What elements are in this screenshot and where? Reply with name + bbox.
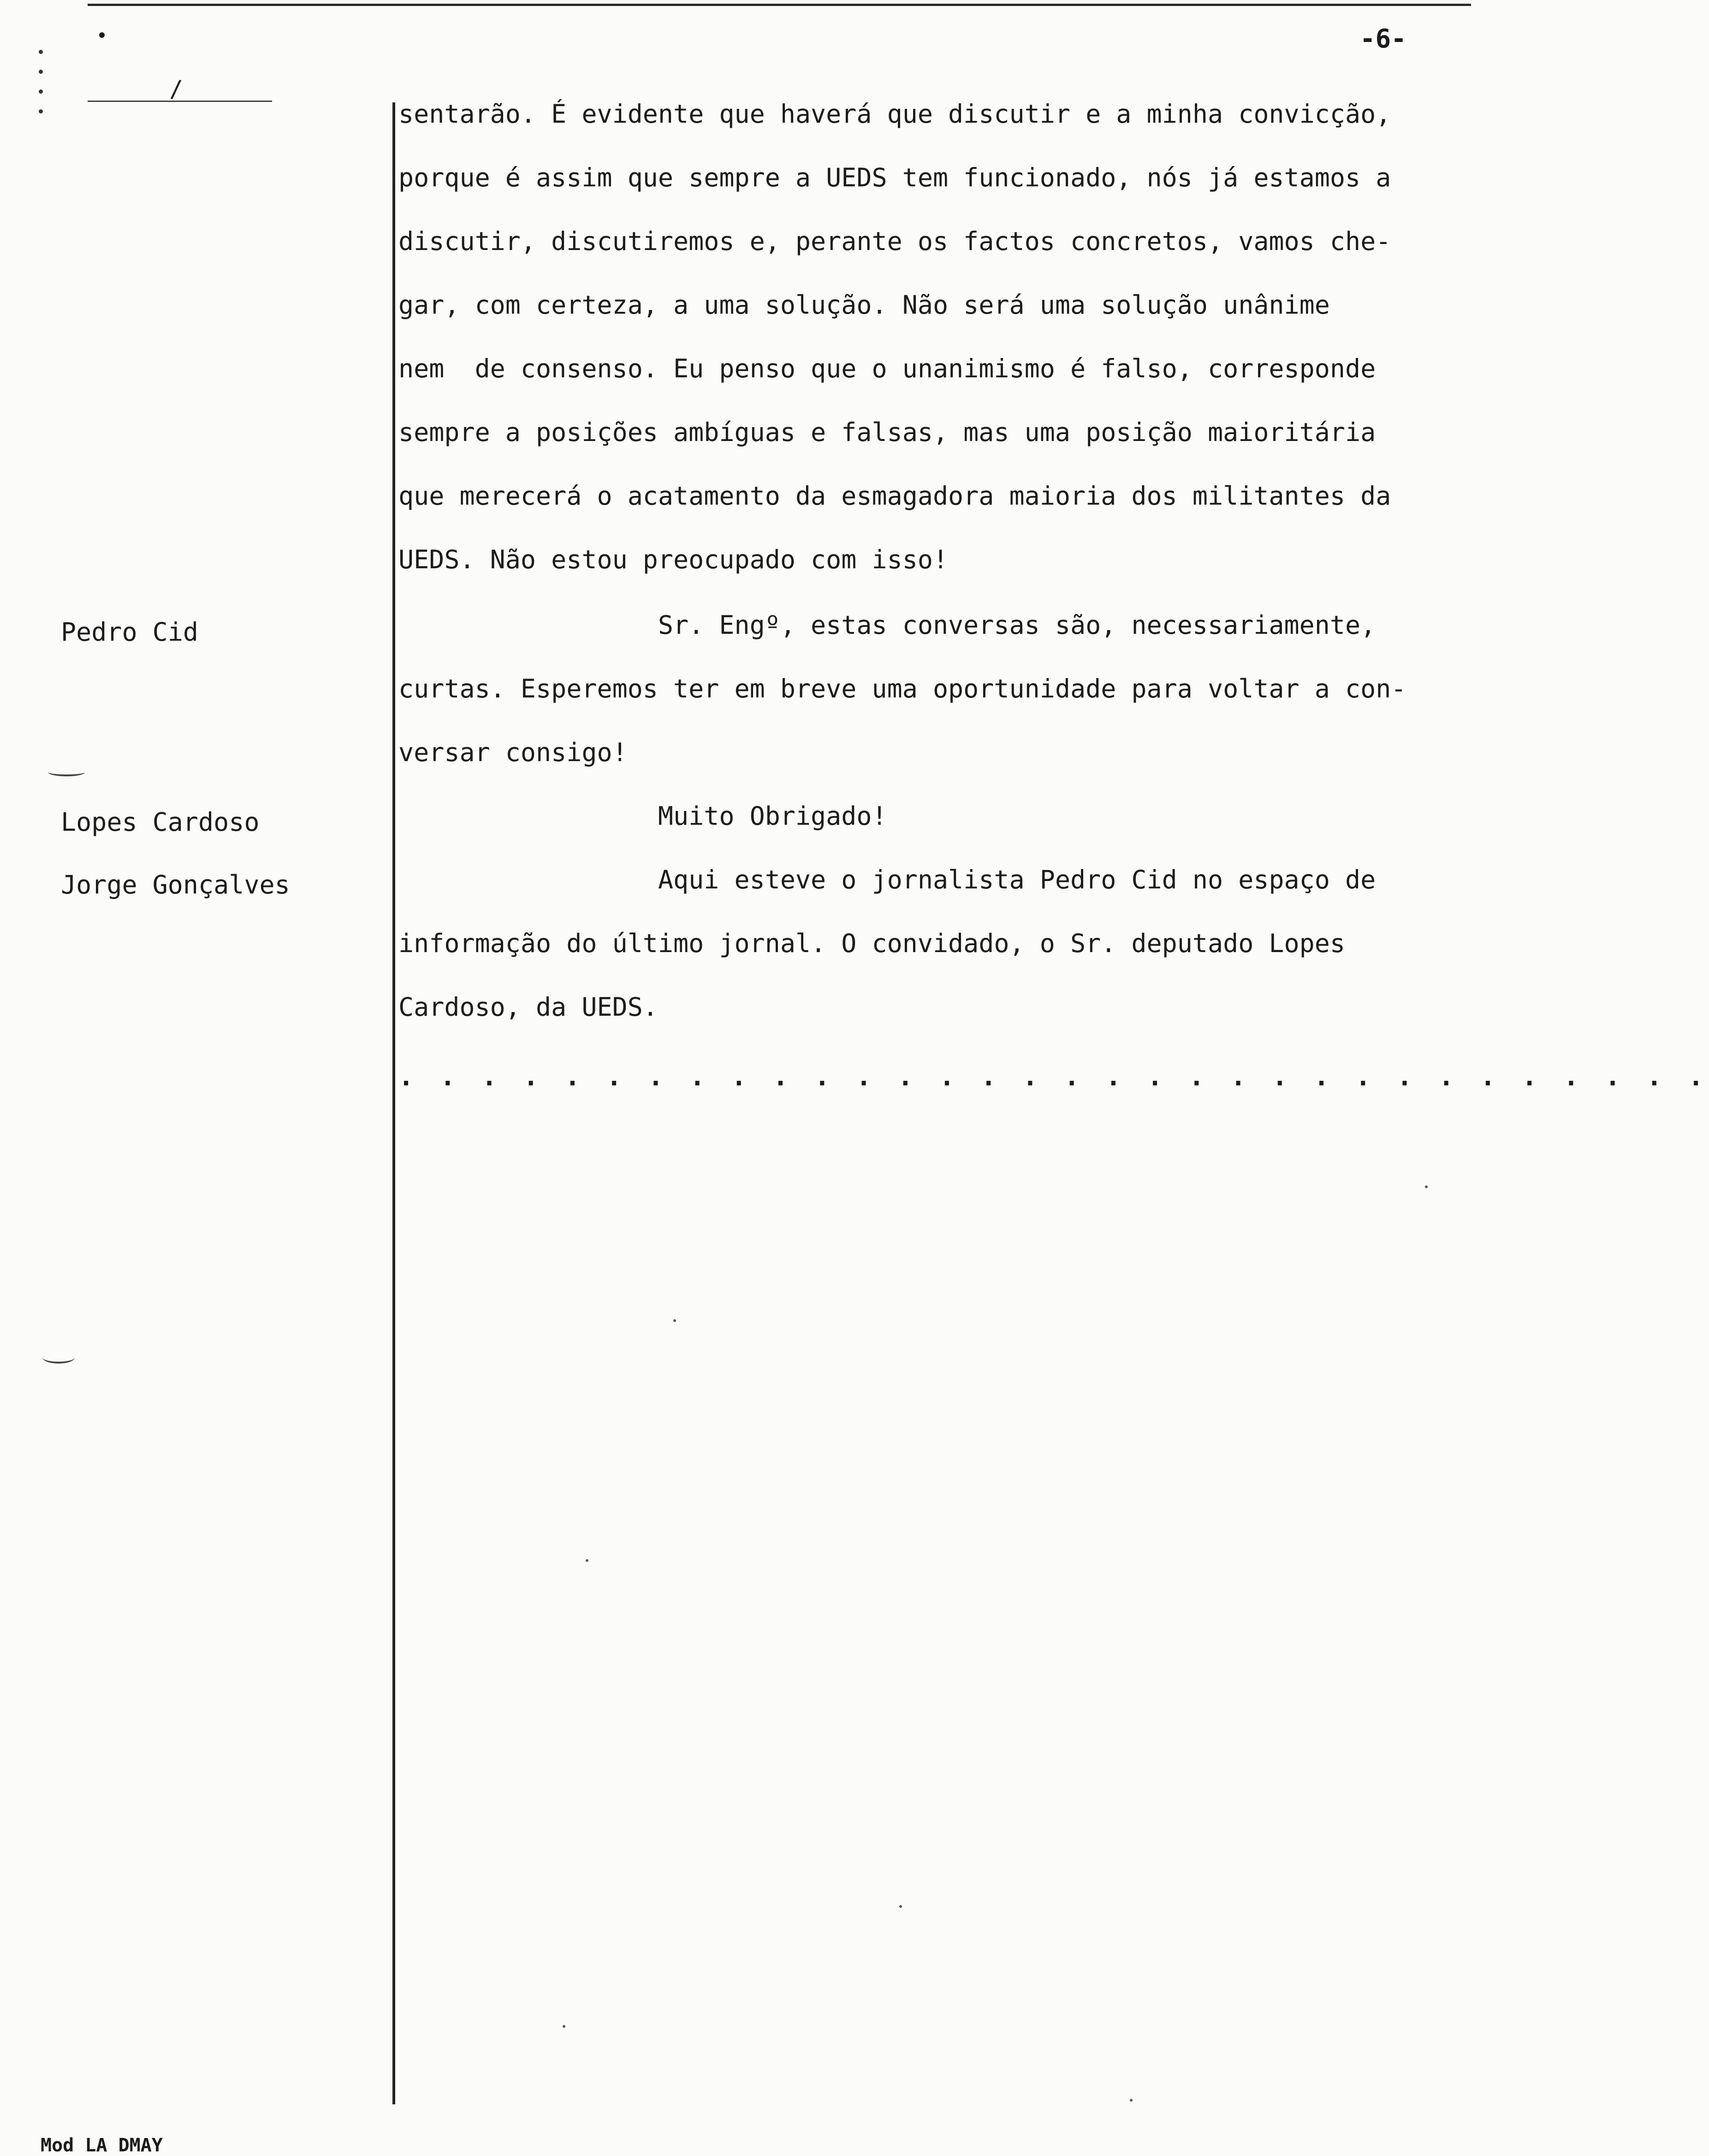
form-code: Mod LA DMAY	[41, 2135, 163, 2156]
body-line: Cardoso, da UEDS.	[398, 992, 658, 1022]
body-line: informação do último jornal. O convidado, o Sr. deputado Lopes	[398, 929, 1345, 958]
paper-speck	[673, 1319, 676, 1322]
margin-hole-marks	[39, 50, 48, 129]
paper-speck	[899, 1905, 902, 1908]
paper-speck	[586, 1559, 588, 1562]
paper-speck	[1425, 1185, 1428, 1188]
body-line: UEDS. Não estou preocupado com isso!	[398, 545, 949, 574]
paper-speck	[1130, 2099, 1133, 2102]
speaker-label-jorge-goncalves: Jorge Gonçalves	[61, 870, 290, 899]
body-line: nem de consenso. Eu penso que o unanimismo é falso, corresponde	[398, 354, 1376, 383]
body-line: que merecerá o acatamento da esmagadora maioria dos militantes da	[398, 481, 1391, 511]
form-field-slash: /	[169, 76, 184, 102]
body-line: Muito Obrigado!	[398, 801, 887, 831]
hole-mark	[39, 109, 43, 113]
page-number: -6-	[1359, 24, 1406, 54]
body-line: versar consigo!	[398, 738, 628, 767]
end-separator: . . . . . . . . . . . . . . . . . . . . . . . . . . . . . . . .	[398, 1062, 1709, 1091]
body-line: discutir, discutiremos e, perante os factos concretos, vamos che-	[398, 226, 1391, 256]
body-line: Aqui esteve o jornalista Pedro Cid no espaço de	[398, 865, 1376, 894]
paper-speck	[563, 2025, 565, 2028]
pen-mark	[48, 768, 85, 776]
hole-mark	[39, 70, 43, 74]
speaker-label-pedro-cid: Pedro Cid	[61, 617, 199, 647]
body-line: curtas. Esperemos ter em breve uma oportunidade para voltar a con-	[398, 674, 1406, 703]
hole-mark	[39, 89, 43, 94]
body-line: porque é assim que sempre a UEDS tem funcionado, nós já estamos a	[398, 163, 1391, 192]
hole-mark	[39, 50, 43, 54]
body-line: Sr. Engº, estas conversas são, necessariamente,	[398, 610, 1376, 640]
body-line: gar, com certeza, a uma solução. Não será uma solução unânime	[398, 290, 1330, 320]
ink-dot	[99, 32, 105, 38]
speaker-label-lopes-cardoso: Lopes Cardoso	[61, 807, 260, 837]
body-line: sentarão. É evidente que haverá que discutir e a minha convicção,	[398, 99, 1391, 129]
body-line: sempre a posições ambíguas e falsas, mas uma posição maioritária	[398, 417, 1376, 447]
top-rule	[88, 4, 1471, 6]
margin-rule	[392, 102, 395, 2104]
pen-mark	[42, 1352, 75, 1364]
